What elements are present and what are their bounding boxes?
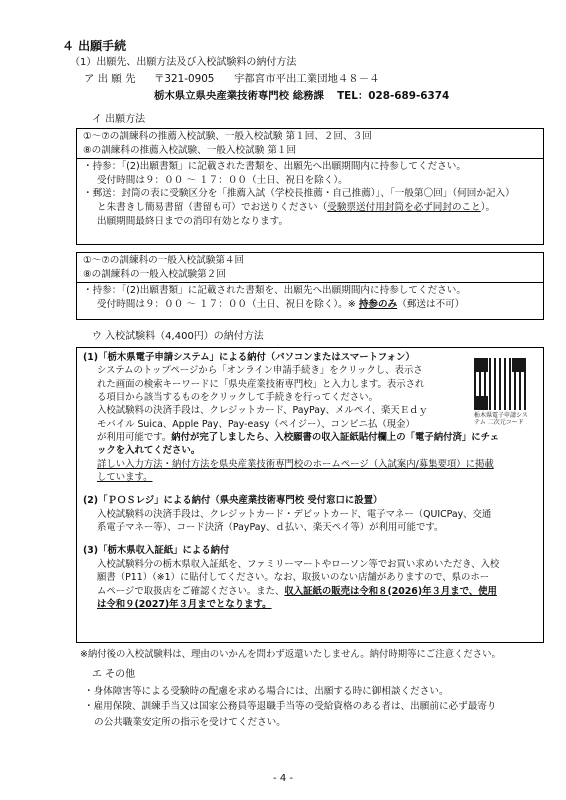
other-list [84, 684, 497, 730]
fee-bold-line: 納付が完了しましたら、入校願書の収入証紙貼付欄上の「電子納付済」にチェ [171, 432, 500, 444]
box1-line: 出願期間最終日までの消印有効となります。 [97, 215, 289, 227]
fee-link-text[interactable]: しています。 [97, 472, 153, 484]
box1-heading-2: ⑧の訓練科の推薦入校試験、一般入校試験 第１回 [83, 144, 297, 156]
box1-line: と朱書きし簡易書留（書留も可）でお送りください（ [97, 202, 328, 214]
school-name: 栃木県立県央産業技術専門校 総務課 [154, 90, 324, 102]
box1-line: ・郵送：封筒の表に受験区分を「推薦入試（学校長推薦・自己推薦）」、「一般第〇回」（何回か記入） [83, 188, 515, 200]
fee-line: る項目から該当するものをクリックして手続きを行ってください。 [97, 392, 378, 404]
fee-line: が利用可能です。 [97, 432, 172, 444]
address-label: ア 出 願 先 [84, 73, 136, 85]
box2-heading-2: ⑧の訓練科の一般入校試験第２回 [83, 268, 226, 280]
refund-note: ※納付後の入校試験料は、理由のいかんを問わず返還いたしません。納付時期等にご注意ください。 [80, 649, 501, 660]
address-block [84, 72, 449, 106]
fee-underline: 収入証紙の販売は令和８(2026)年３月まで、使用 [284, 585, 497, 597]
page-number: - 4 - [273, 773, 293, 784]
application-box-1 [76, 128, 544, 245]
fee-option-3-title: (3)「栃木県収入証紙」による納付 [83, 545, 230, 557]
box1-underline: 受験票送付用封筒を必ず同封のこと [327, 202, 481, 214]
fee-bold-line: ックを入れてください。 [97, 445, 201, 457]
fee-line: システムのトップページから「オンライン申請手続き」をクリックし、表示さ [97, 365, 423, 377]
box2-line: ・持参：「(2)出願書類」に記載された書類を、出願先へ出願期間内に持参してください。 [83, 285, 466, 297]
fee-line: 入校試験料分の栃木県収入証紙を、ファミリーマートやローソン等でお買い求めいただき、入校 [97, 558, 500, 570]
other-item: の公共職業安定所の指示を受けてください。 [94, 716, 286, 728]
box2-line: （郵送は不可） [397, 298, 465, 310]
box1-heading-1: ①～⑦の訓練科の推薦入校試験、一般入校試験 第１回、２回、３回 [83, 131, 372, 142]
box2-line: 受付時間は９：００ ～ １７：００（土日、祝日を除く）。※ [97, 298, 356, 310]
method-heading: イ 出願方法 [92, 114, 146, 125]
box1-line: ）。 [480, 202, 496, 214]
fee-heading: ウ 入校試験料（4,400円）の納付方法 [92, 331, 264, 342]
fee-line: れた画面の検索キーワードに「県央産業技術専門校」と入力します。表示され [97, 378, 425, 390]
other-item: ・雇用保険、訓練手当又は国家公務員等退職手当等の受給資格のある者は、出願前に必ず最寄り [84, 701, 497, 713]
box1-line: 受付時間は９：００ ～ １７：００（土日、祝日を除く）。 [97, 174, 348, 186]
qr-code-icon [474, 358, 526, 410]
application-box-2 [76, 252, 544, 320]
fee-option-2-title: (2)「ＰＯＳレジ」による納付（県央産業技術専門校 受付窓口に設置） [83, 495, 383, 507]
fee-line: モバイル Suica、Apple Pay、Pay-easy（ペイジー）、コンビニ払（現金） [97, 418, 415, 430]
box2-underline: 持参のみ [358, 298, 398, 310]
fee-line: 願書（P11）（※1）に貼付してください。なお、取扱いのない店舗がありますので、県のホー [97, 572, 490, 584]
section-title: ４ 出願手続 [62, 39, 127, 53]
box2-heading-1: ①～⑦の訓練科の一般入校試験第４回 [83, 255, 245, 266]
fee-underline: は令和９(2027)年３月までとなります。 [97, 598, 272, 610]
qr-caption: 栃木県電子申請システム 二次元コード [474, 412, 528, 427]
section-subtitle: （1）出願先、出願方法及び入校試験料の納付方法 [70, 57, 297, 68]
fee-line: 系電子マネー等）、コード決済（PayPay、ｄ払い、楽天ペイ等）が利用可能です。 [97, 522, 444, 534]
phone-number: TEL：028-689-6374 [337, 90, 450, 102]
fee-link-text[interactable]: 詳しい入力方法・納付方法を県央産業技術専門校のホームページ（入試案内/募集要項）に掲載 [97, 458, 494, 470]
other-item: ・身体障害等による受験時の配慮を求める場合には、出願する時に御相談ください。 [84, 686, 449, 697]
fee-line: 入校試験料の決済手段は、クレジットカード・デビットカード、電子マネー（QUICPay、交通 [97, 508, 492, 520]
fee-line: ムページで取扱店をご確認ください。また、 [97, 585, 285, 597]
fee-option-1-title: (1)「栃木県電子申請システム」による納付（パソコンまたはスマートフォン） [83, 352, 415, 363]
fee-line: 入校試験料の決済手段は、クレジットカード、PayPay、メルペイ、楽天Ｅｄｙ [97, 405, 428, 417]
box1-line: ・持参：「(2)出願書類」に記載された書類を、出願先へ出願期間内に持参してください。 [83, 161, 466, 173]
postal-code: 〒321-0905 [154, 73, 215, 85]
address-line: 宇都宮市平出工業団地４８－４ [234, 73, 380, 85]
other-heading: エ その他 [92, 669, 136, 680]
